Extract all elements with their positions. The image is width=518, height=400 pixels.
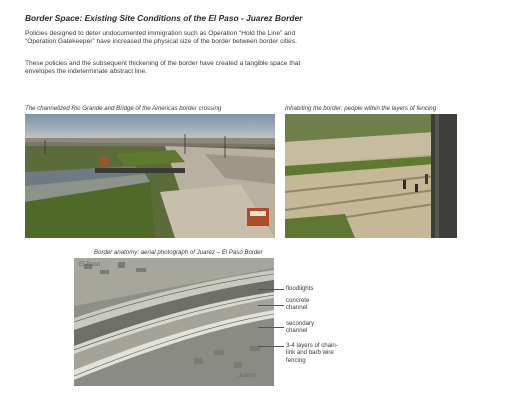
photo-caption-rio-grande: The channelized Rio Grande and Bridge of the Americas border crossing: [25, 105, 222, 112]
aerial-border-photo: [74, 258, 274, 386]
map-label-juarez: Juarez: [238, 372, 257, 379]
photo-caption-anatomy: Border anatomy: aerial photograph of Juarez – El Paso Border: [94, 249, 263, 256]
leader-fencing: [258, 346, 284, 347]
map-label-el-paso: El Paso: [79, 261, 101, 268]
annotation-secondary-channel: secondary channel: [286, 320, 315, 335]
inhabiting-border-photo: [285, 114, 457, 238]
annotation-fencing: 3-4 layers of chain-link and barb wire fencing: [286, 342, 338, 364]
leader-concrete-channel: [258, 305, 284, 306]
annotation-floodlights: floodlights: [286, 285, 314, 292]
leader-secondary-channel: [258, 327, 284, 328]
annotation-concrete-channel: concrete channel: [286, 297, 310, 312]
photo-caption-inhabiting: Inhabiting the border: people within the layers of fencing: [285, 105, 437, 112]
rio-grande-bridge-photo: [25, 114, 275, 238]
leader-floodlights: [258, 289, 284, 290]
page-title: Border Space: Existing Site Conditions of the El Paso - Juarez Border: [25, 13, 303, 23]
second-paragraph: These policies and the subsequent thickening of the border have created a tangible space that envelopes the indeterminate abstract line.: [25, 60, 301, 76]
intro-paragraph: Policies designed to deter undocumented immigration such as Operation “Hold the Line” and “Operation Gatekeeper” have increased the physical size of the border between border cities.: [25, 30, 297, 46]
